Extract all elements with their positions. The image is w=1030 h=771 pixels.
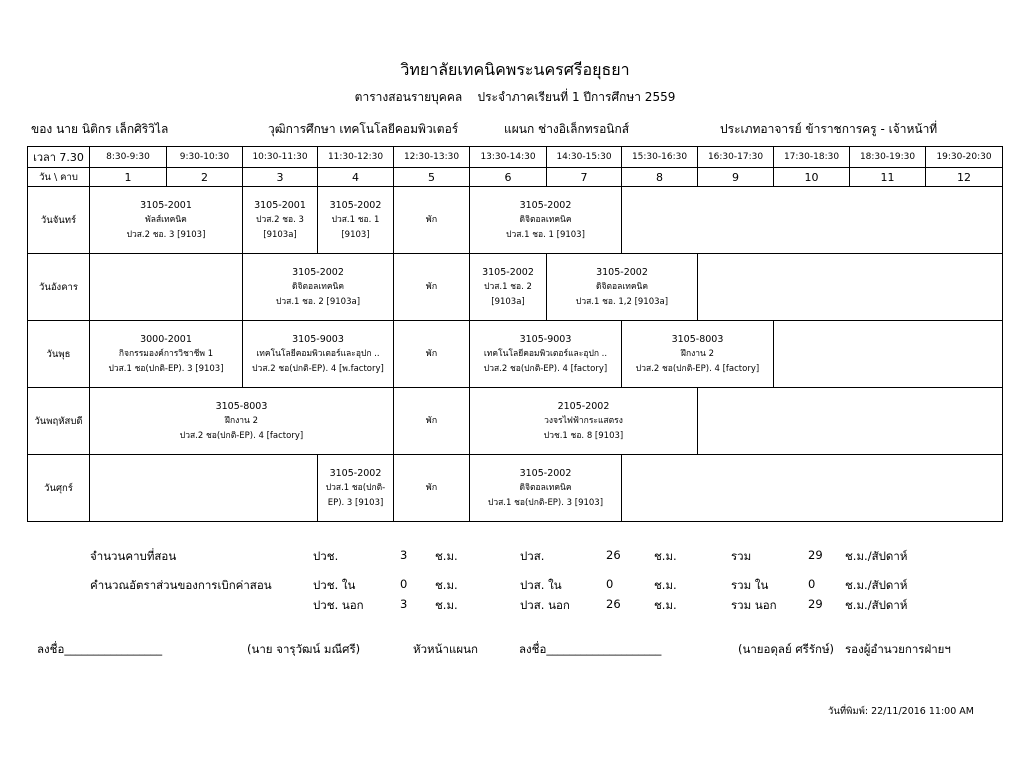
break-cell: พัก bbox=[394, 388, 470, 455]
summary-value: 26 bbox=[606, 597, 621, 611]
period-number-cell: 3 bbox=[243, 168, 318, 187]
summary-value: 29 bbox=[808, 597, 823, 611]
time-slot-cell: 10:30-11:30 bbox=[243, 147, 318, 168]
teacher-name: ของ นาย นิติกร เล็กศิริวิไล bbox=[31, 122, 169, 136]
period-number-cell: 7 bbox=[547, 168, 622, 187]
subject-code: 3105-8003 bbox=[671, 333, 724, 345]
time-slot-cell: 17:30-18:30 bbox=[774, 147, 850, 168]
class-group-room: [9103] bbox=[341, 229, 370, 240]
class-slot-cell bbox=[318, 187, 394, 254]
subject-code: 3105-2002 bbox=[519, 467, 572, 479]
summary-label: คำนวณอัตราส่วนของการเบิกค่าสอน bbox=[90, 578, 272, 592]
subject-detail: ดิจิตอลเทคนิค bbox=[291, 281, 345, 292]
summary-level-label: ปวส. bbox=[520, 549, 545, 563]
summary-unit: ช.ม./สัปดาห์ bbox=[845, 578, 908, 592]
class-group-room: ปวส.1 ชอ(ปกติ-EP). 3 [9103] bbox=[108, 363, 224, 374]
subject-code: 3105-9003 bbox=[519, 333, 572, 345]
class-slot-cell bbox=[90, 321, 243, 388]
time-header-row bbox=[28, 147, 1003, 168]
summary-level-label: ปวส. ใน bbox=[520, 578, 562, 592]
subject-code: 3105-8003 bbox=[215, 400, 268, 412]
summary-unit: ช.ม./สัปดาห์ bbox=[845, 549, 908, 563]
signer-role-1: หัวหน้าแผนก bbox=[413, 642, 478, 656]
summary-total-label: รวม นอก bbox=[731, 598, 777, 612]
class-group-room: ปวส.2 ชอ. 3 [9103] bbox=[126, 229, 206, 240]
time-slot-cell: 14:30-15:30 bbox=[547, 147, 622, 168]
subject-detail: ฝึกงาน 2 bbox=[681, 348, 714, 359]
day-period-label-cell: วัน \ คาบ bbox=[28, 168, 90, 187]
summary-value: 0 bbox=[400, 577, 408, 591]
class-slot-cell bbox=[318, 455, 394, 522]
class-slot-cell bbox=[243, 321, 394, 388]
class-group-room: ปวส.1 ชอ(ปกติ-EP). 3 [9103] bbox=[487, 497, 604, 508]
period-number-cell: 4 bbox=[318, 168, 394, 187]
day-name-cell: วันจันทร์ bbox=[28, 187, 90, 254]
class-slot-cell bbox=[547, 254, 698, 321]
subject-detail: ดิจิตอลเทคนิค bbox=[519, 214, 572, 225]
class-slot-cell bbox=[470, 388, 698, 455]
day-row bbox=[28, 455, 1003, 522]
class-group-room: ปวส.1 ชอ. 1,2 [9103a] bbox=[575, 296, 669, 307]
summary-value: 3 bbox=[400, 597, 408, 611]
class-slot-cell bbox=[90, 388, 394, 455]
summary-unit: ช.ม. bbox=[435, 598, 458, 612]
summary-total-label: รวม ใน bbox=[731, 578, 769, 592]
department: แผนก ช่างอิเล็กทรอนิกส์ bbox=[504, 122, 630, 136]
class-group-room: ปวส.1 ชอ. 1 [9103] bbox=[506, 229, 585, 240]
day-row bbox=[28, 321, 1003, 388]
summary-unit: ช.ม. bbox=[654, 598, 677, 612]
day-name-cell: วันพฤหัสบดี bbox=[28, 388, 90, 455]
period-number-cell: 6 bbox=[470, 168, 547, 187]
period-number-cell: 5 bbox=[394, 168, 470, 187]
summary-value: 3 bbox=[400, 548, 408, 562]
qualification: วุฒิการศึกษา เทคโนโลยีคอมพิวเตอร์ bbox=[268, 122, 459, 136]
subject-detail: ปวส.1 ชอ. 2 bbox=[484, 281, 532, 292]
time-slot-cell: 18:30-19:30 bbox=[850, 147, 926, 168]
summary-level-label: ปวส. นอก bbox=[520, 598, 570, 612]
subtitle-prefix: ตารางสอนรายบุคคล bbox=[354, 90, 463, 104]
class-group-room: [9103a] bbox=[491, 296, 525, 307]
empty-slot-cell bbox=[622, 455, 1003, 522]
summary-unit: ช.ม./สัปดาห์ bbox=[845, 598, 908, 612]
subject-code: 3105-2002 bbox=[292, 266, 344, 278]
empty-slot-cell bbox=[90, 254, 243, 321]
printed-date: วันที่พิมพ์: 22/11/2016 11:00 AM bbox=[828, 706, 974, 717]
college-title: วิทยาลัยเทคนิคพระนครศรีอยุธยา bbox=[400, 60, 630, 79]
summary-total-label: รวม bbox=[731, 549, 752, 563]
class-slot-cell bbox=[622, 321, 774, 388]
subject-detail: กิจกรรมองค์การวิชาชีพ 1 bbox=[118, 348, 214, 359]
class-slot-cell bbox=[470, 187, 622, 254]
summary-value: 0 bbox=[606, 577, 614, 591]
class-group-room: ปวส.2 ชอ(ปกติ-EP). 4 [factory] bbox=[179, 430, 304, 441]
period-number-cell: 10 bbox=[774, 168, 850, 187]
day-row bbox=[28, 388, 1003, 455]
summary-level-label: ปวช. ใน bbox=[313, 578, 356, 592]
subject-detail: เทคโนโลยีคอมพิวเตอร์และอุปก .. bbox=[256, 348, 380, 359]
class-group-room: ปวส.1 ชอ. 2 [9103a] bbox=[275, 296, 361, 307]
time-slot-cell: 15:30-16:30 bbox=[622, 147, 698, 168]
subject-code: 3105-2002 bbox=[329, 199, 382, 211]
empty-slot-cell bbox=[698, 254, 1003, 321]
period-number-cell: 9 bbox=[698, 168, 774, 187]
class-slot-cell bbox=[470, 455, 622, 522]
period-number-cell: 11 bbox=[850, 168, 926, 187]
subject-code: 3105-2002 bbox=[482, 266, 534, 278]
subject-detail: ฝึกงาน 2 bbox=[225, 415, 258, 426]
subject-code: 3105-2001 bbox=[140, 199, 192, 211]
class-group-room: EP). 3 [9103] bbox=[327, 497, 384, 508]
subject-code: 3105-9003 bbox=[292, 333, 344, 345]
break-cell: พัก bbox=[394, 187, 470, 254]
class-slot-cell bbox=[243, 254, 394, 321]
time-slot-cell: 9:30-10:30 bbox=[167, 147, 243, 168]
class-slot-cell bbox=[243, 187, 318, 254]
subject-code: 3105-2002 bbox=[329, 467, 382, 479]
empty-slot-cell bbox=[698, 388, 1003, 455]
class-group-room: ปวส.2 ชอ(ปกติ-EP). 4 [factory] bbox=[483, 363, 608, 374]
signature-line-2: ลงชื่อ____________________ bbox=[519, 642, 662, 656]
day-name-cell: วันพุธ bbox=[28, 321, 90, 388]
time-slot-cell: 8:30-9:30 bbox=[90, 147, 167, 168]
signer-name-2: (นายอดุลย์ ศรีรักษ์) bbox=[738, 642, 835, 656]
day-row bbox=[28, 254, 1003, 321]
time-label-cell: เวลา 7.30 bbox=[28, 147, 90, 168]
break-cell: พัก bbox=[394, 254, 470, 321]
summary-unit: ช.ม. bbox=[435, 549, 458, 563]
time-slot-cell: 12:30-13:30 bbox=[394, 147, 470, 168]
empty-slot-cell bbox=[622, 187, 1003, 254]
subject-code: 3000-2001 bbox=[140, 333, 192, 345]
schedule-subtitle bbox=[0, 88, 1030, 107]
day-name-cell: วันศุกร์ bbox=[28, 455, 90, 522]
break-cell: พัก bbox=[394, 455, 470, 522]
summary-unit: ช.ม. bbox=[435, 578, 458, 592]
summary-unit: ช.ม. bbox=[654, 578, 677, 592]
class-slot-cell bbox=[470, 254, 547, 321]
signer-role-2: รองผู้อำนวยการฝ่ายฯ bbox=[845, 642, 951, 656]
summary-label: จำนวนคาบที่สอน bbox=[90, 549, 177, 563]
time-slot-cell: 13:30-14:30 bbox=[470, 147, 547, 168]
class-group-room: [9103a] bbox=[263, 229, 297, 240]
class-slot-cell bbox=[470, 321, 622, 388]
signer-name-1: (นาย จารุวัฒน์ มณีศรี) bbox=[247, 642, 361, 656]
subtitle-term: ประจำภาคเรียนที่ 1 ปีการศึกษา 2559 bbox=[477, 90, 676, 104]
period-header-row bbox=[28, 168, 1003, 187]
summary-value: 0 bbox=[808, 577, 816, 591]
period-number-cell: 8 bbox=[622, 168, 698, 187]
class-group-room: ปวช.1 ชอ. 8 [9103] bbox=[543, 430, 624, 441]
summary-value: 26 bbox=[606, 548, 621, 562]
subject-code: 3105-2001 bbox=[254, 199, 306, 211]
subject-code: 2105-2002 bbox=[557, 400, 610, 412]
subject-detail: ปวส.1 ชอ(ปกติ- bbox=[325, 482, 386, 493]
subject-detail: วงจรไฟฟ้ากระแสตรง bbox=[544, 415, 623, 426]
empty-slot-cell bbox=[774, 321, 1003, 388]
subject-detail: เทคโนโลยีคอมพิวเตอร์และอุปก .. bbox=[483, 348, 608, 359]
empty-slot-cell bbox=[90, 455, 318, 522]
period-number-cell: 12 bbox=[926, 168, 1003, 187]
summary-level-label: ปวช. bbox=[313, 549, 339, 563]
subject-code: 3105-2002 bbox=[596, 266, 648, 278]
day-row bbox=[28, 187, 1003, 254]
subject-detail: ปวส.1 ชอ. 1 bbox=[331, 214, 380, 225]
timetable bbox=[27, 146, 1003, 522]
subject-detail: ปวส.2 ชอ. 3 bbox=[256, 214, 304, 225]
subject-detail: ดิจิตอลเทคนิค bbox=[595, 281, 649, 292]
class-group-room: ปวส.2 ชอ(ปกติ-EP). 4 [พ.factory] bbox=[252, 363, 384, 374]
signature-line-1: ลงชื่อ_________________ bbox=[37, 642, 163, 656]
subject-detail: พัลส์เทคนิค bbox=[145, 214, 187, 225]
period-number-cell: 1 bbox=[90, 168, 167, 187]
time-slot-cell: 11:30-12:30 bbox=[318, 147, 394, 168]
class-slot-cell bbox=[90, 187, 243, 254]
time-slot-cell: 19:30-20:30 bbox=[926, 147, 1003, 168]
break-cell: พัก bbox=[394, 321, 470, 388]
day-name-cell: วันอังคาร bbox=[28, 254, 90, 321]
summary-unit: ช.ม. bbox=[654, 549, 677, 563]
period-number-cell: 2 bbox=[167, 168, 243, 187]
subject-detail: ดิจิตอลเทคนิค bbox=[519, 482, 572, 493]
summary-value: 29 bbox=[808, 548, 823, 562]
class-group-room: ปวส.2 ชอ(ปกติ-EP). 4 [factory] bbox=[635, 363, 760, 374]
subject-code: 3105-2002 bbox=[519, 199, 572, 211]
summary-level-label: ปวช. นอก bbox=[313, 598, 364, 612]
teacher-type: ประเภทอาจารย์ ข้าราชการครู - เจ้าหน้าที่ bbox=[720, 122, 938, 136]
time-slot-cell: 16:30-17:30 bbox=[698, 147, 774, 168]
